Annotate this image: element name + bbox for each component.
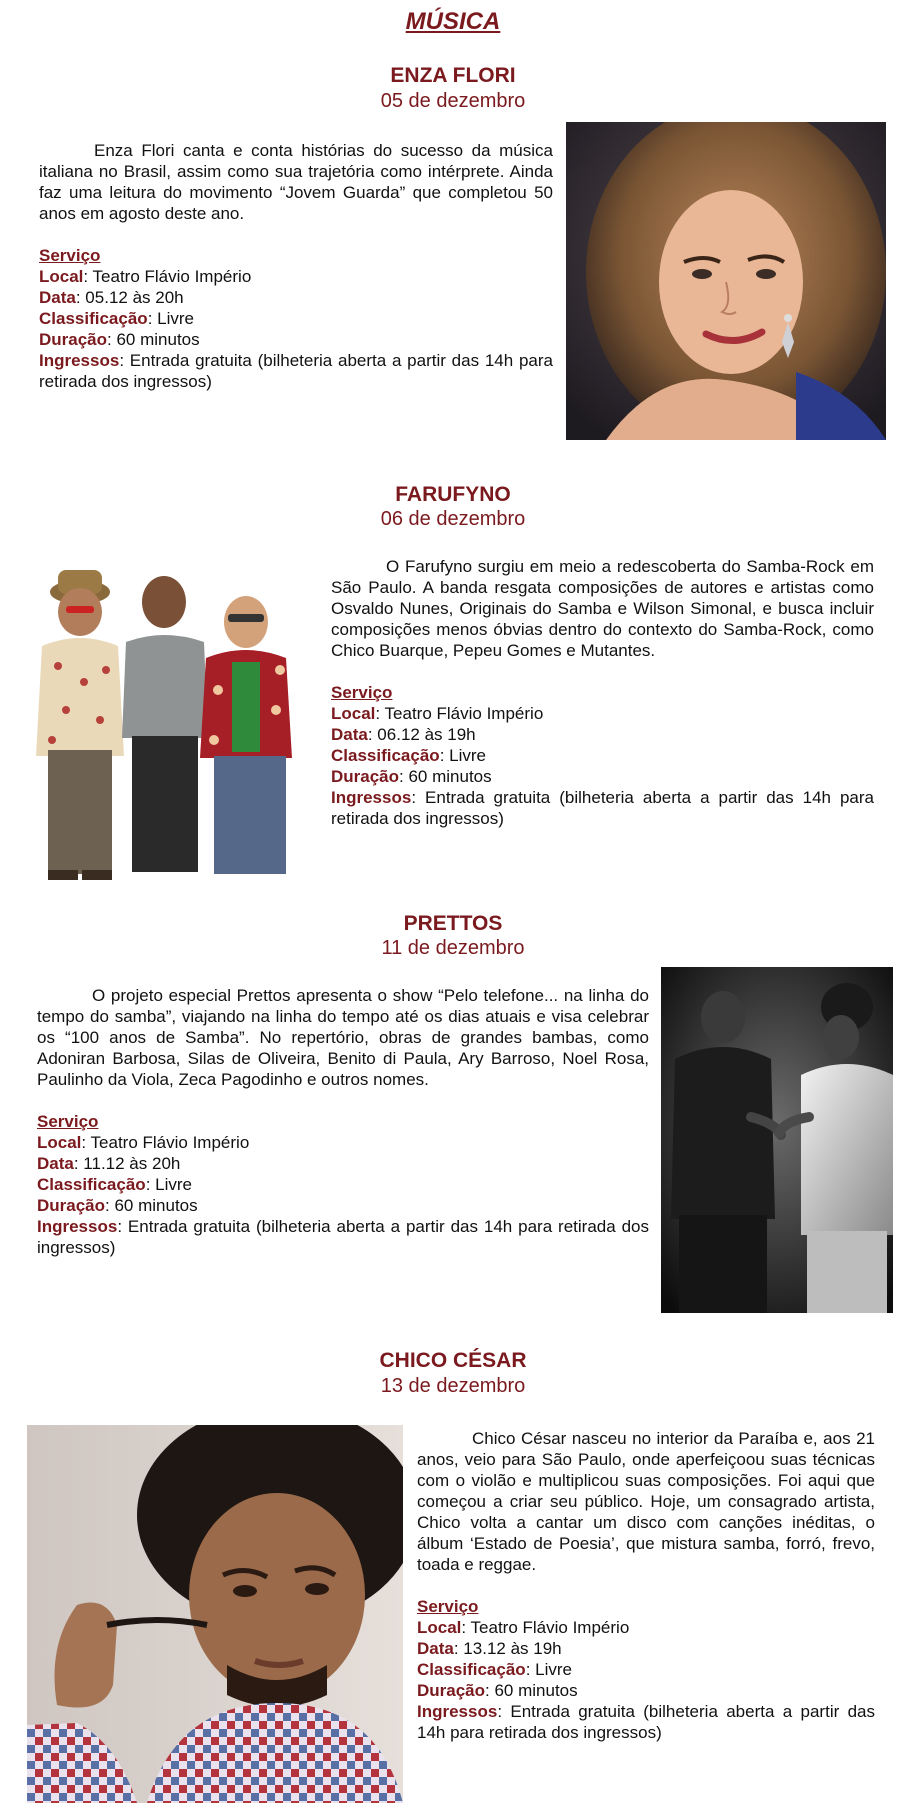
local-label: Local — [331, 704, 376, 723]
service-info — [417, 1596, 875, 1743]
event-name-enza-flori: ENZA FLORI — [390, 64, 516, 87]
local-label: Local — [39, 267, 84, 286]
event-date-prettos: 11 de dezembro — [381, 937, 525, 959]
duracao-label: Duração — [39, 330, 108, 349]
event-text-farufyno — [331, 556, 874, 829]
classificacao-label: Classificação — [417, 1660, 526, 1679]
duracao-value: : 60 minutos — [399, 767, 492, 786]
data-value: : 13.12 às 19h — [453, 1639, 562, 1658]
duracao-value: : 60 minutos — [105, 1196, 198, 1215]
ingressos-label: Ingressos — [39, 351, 120, 370]
service-title: Serviço — [37, 1112, 99, 1131]
classificacao-label: Classificação — [39, 309, 148, 328]
service-info — [37, 1111, 649, 1258]
duracao-label: Duração — [331, 767, 400, 786]
classificacao-value: : Livre — [147, 309, 194, 328]
event-text-enza-flori — [39, 140, 553, 392]
ingressos-label: Ingressos — [37, 1217, 118, 1236]
service-title: Serviço — [331, 683, 393, 702]
ingressos-label: Ingressos — [417, 1702, 498, 1721]
event-text-chico-cesar — [417, 1428, 875, 1743]
event-name-chico-cesar: CHICO CÉSAR — [379, 1349, 527, 1372]
event-date-enza-flori: 05 de dezembro — [380, 90, 526, 112]
duracao-value: : 60 minutos — [107, 330, 200, 349]
ingressos-value: : Entrada gratuita (bilheteria aberta a partir das 14h para retirada dos ingressos) — [417, 1702, 875, 1742]
service-info — [331, 682, 874, 829]
ingressos-value: : Entrada gratuita (bilheteria aberta a partir das 14h para retirada dos ingressos) — [39, 351, 553, 391]
photo-enza-flori — [566, 122, 886, 440]
classificacao-value: : Livre — [145, 1175, 192, 1194]
data-value: : 05.12 às 20h — [75, 288, 184, 307]
event-name-prettos: PRETTOS — [403, 912, 503, 935]
classificacao-value: : Livre — [525, 1660, 572, 1679]
classificacao-value: : Livre — [439, 746, 486, 765]
event-text-prettos — [37, 985, 649, 1258]
event-description: Chico César nasceu no interior da Paraíba e, aos 21 anos, veio para São Paulo, onde aperfeiçoou suas técnicas com o violão e multiplicou suas composições. Foi aqui que começou a criar seu público. Hoje, um consagrado artista, Chico volta a cantar um disco com canções inéditas, o álbum ‘Estado de Poesia’, que mistura samba, forró, frevo, toada e reggae. — [417, 1429, 875, 1574]
data-label: Data — [417, 1639, 454, 1658]
data-value: : 11.12 às 20h — [73, 1154, 181, 1173]
event-description: O projeto especial Prettos apresenta o show “Pelo telefone... na linha do tempo do samba”, viajando na linha do tempo até os dias atuais e visa celebrar os “100 anos de Samba”. No repertório, obras de grandes bambas, como Adoniran Barbosa, Silas de Oliveira, Benito di Paula, Ary Barroso, Noel Rosa, Paulinho da Viola, Zeca Pagodinho e outros nomes. — [37, 986, 649, 1089]
photo-prettos — [661, 967, 893, 1313]
duracao-value: : 60 minutos — [485, 1681, 578, 1700]
duracao-label: Duração — [417, 1681, 486, 1700]
data-value: : 06.12 às 19h — [367, 725, 476, 744]
duracao-label: Duração — [37, 1196, 106, 1215]
service-title: Serviço — [39, 246, 101, 265]
local-value: : Teatro Flávio Império — [461, 1618, 630, 1637]
event-description: Enza Flori canta e conta histórias do sucesso da música italiana no Brasil, assim como sua trajetória como intérprete. Ainda faz uma leitura do movimento “Jovem Guarda” que completou 50 anos em agosto deste ano. — [39, 141, 553, 223]
local-label: Local — [417, 1618, 462, 1637]
photo-chico-cesar — [27, 1425, 403, 1803]
data-label: Data — [39, 288, 76, 307]
local-label: Local — [37, 1133, 82, 1152]
ingressos-label: Ingressos — [331, 788, 412, 807]
classificacao-label: Classificação — [331, 746, 440, 765]
ingressos-value: : Entrada gratuita (bilheteria aberta a partir das 14h para retirada dos ingressos) — [37, 1217, 649, 1257]
local-value: : Teatro Flávio Império — [81, 1133, 250, 1152]
event-date-chico-cesar: 13 de dezembro — [380, 1375, 526, 1397]
classificacao-label: Classificação — [37, 1175, 146, 1194]
event-name-farufyno: FARUFYNO — [395, 483, 511, 506]
service-info — [39, 245, 553, 392]
data-label: Data — [37, 1154, 74, 1173]
local-value: : Teatro Flávio Império — [375, 704, 544, 723]
photo-farufyno — [14, 550, 314, 880]
event-date-farufyno: 06 de dezembro — [380, 508, 526, 530]
event-description: O Farufyno surgiu em meio a redescoberta do Samba-Rock em São Paulo. A banda resgata composições de autores e artistas como Osvaldo Nunes, Originais do Samba e Wilson Simonal, e busca incluir composições menos óbvias dentro do contexto do Samba-Rock, como Chico Buarque, Pepeu Gomes e Mutantes. — [331, 557, 874, 660]
page-title: MÚSICA — [405, 8, 501, 35]
data-label: Data — [331, 725, 368, 744]
service-title: Serviço — [417, 1597, 479, 1616]
local-value: : Teatro Flávio Império — [83, 267, 252, 286]
ingressos-value: : Entrada gratuita (bilheteria aberta a partir das 14h para retirada dos ingressos) — [331, 788, 874, 828]
